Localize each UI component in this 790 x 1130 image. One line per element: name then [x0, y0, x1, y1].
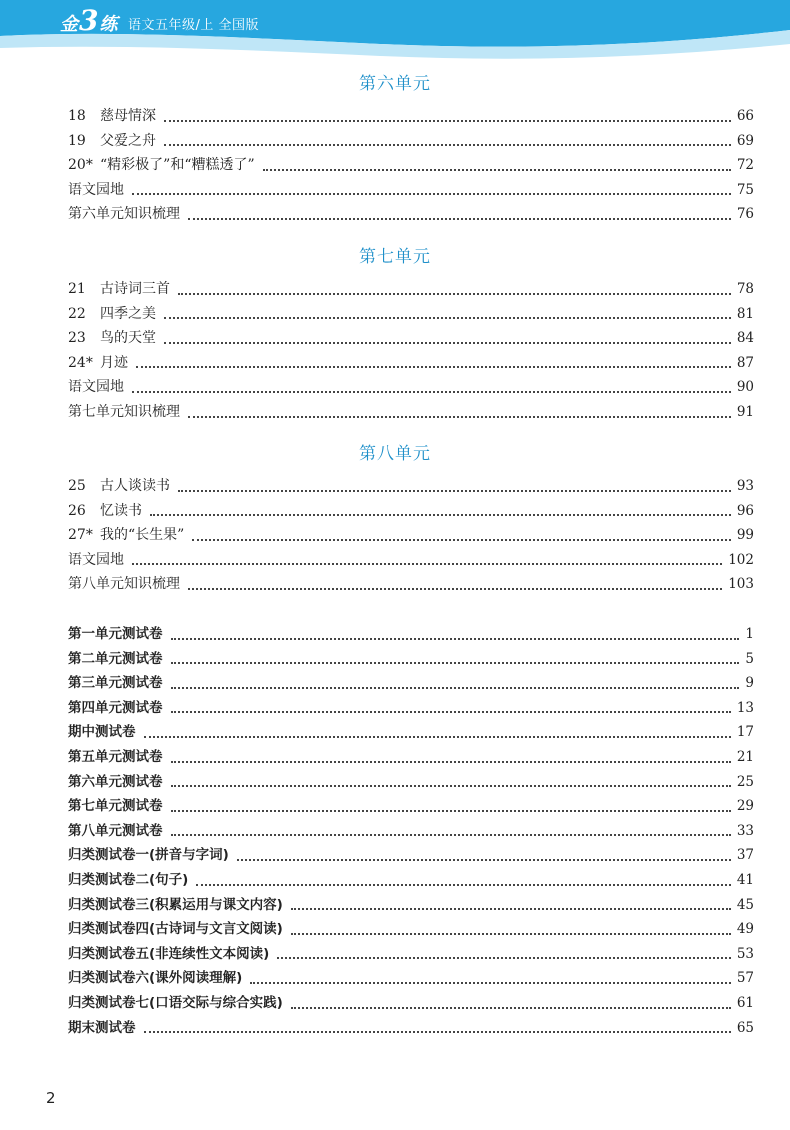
toc-entry[interactable] [68, 845, 754, 865]
toc-entry-title: 语文园地 [68, 379, 124, 396]
toc-entry-title: 古人谈读书 [100, 478, 170, 494]
header-wave-band [0, 0, 790, 62]
unit-heading: 第八单元 [359, 444, 431, 464]
toc-entry-title: 鸟的天堂 [100, 330, 156, 347]
dot-leader [171, 637, 740, 640]
toc-entry[interactable] [68, 649, 754, 669]
toc-entry[interactable] [68, 698, 754, 718]
toc-entry[interactable] [68, 180, 754, 200]
toc-entry-page: 61 [736, 995, 754, 1011]
toc-entry-title: 第八单元测试卷 [68, 822, 163, 839]
toc-entry-page: 5 [745, 650, 754, 667]
dot-leader [136, 365, 731, 368]
toc-entry[interactable] [68, 574, 754, 594]
toc-entry-page: 75 [736, 181, 754, 198]
toc-entry-title: 归类测试卷五(非连续性文本阅读) [68, 945, 270, 962]
toc-entry-page: 87 [736, 354, 754, 371]
dot-leader [277, 956, 730, 959]
brand-logo-number: 3 [79, 4, 99, 37]
toc-entry[interactable] [68, 993, 754, 1013]
toc-entry-title: 第三单元测试卷 [68, 675, 163, 692]
toc-entry-number: 23 [68, 330, 86, 347]
toc-entry[interactable] [68, 501, 754, 521]
toc-entry-number: 27* [68, 527, 93, 544]
toc-entry[interactable] [68, 747, 754, 767]
toc-entry-title: 我的“长生果” [100, 527, 185, 544]
dot-leader [171, 686, 740, 689]
dot-leader [164, 143, 731, 146]
toc-entry-title: 第八单元知识梳理 [68, 576, 180, 593]
toc-entry-page: 33 [736, 822, 754, 839]
toc-entry-page: 84 [736, 330, 754, 347]
dot-leader [263, 168, 731, 171]
toc-entry-page: 9 [745, 675, 754, 692]
toc-entry[interactable] [68, 821, 754, 841]
toc-entry[interactable] [68, 796, 754, 816]
toc-entry[interactable] [68, 476, 754, 496]
toc-entry-title: 归类测试卷七(口语交际与综合实践) [68, 995, 283, 1011]
toc-entry-page: 25 [736, 773, 754, 790]
dot-leader [250, 981, 730, 984]
toc-entry-number: 22 [68, 305, 86, 322]
toc-entry[interactable] [68, 722, 754, 742]
toc-entry-page: 65 [736, 1019, 754, 1036]
dot-leader [291, 1006, 731, 1009]
toc-entry[interactable] [68, 304, 754, 324]
toc-entry-title: 慈母情深 [100, 108, 156, 124]
dot-leader [164, 341, 731, 344]
toc-entry-page: 29 [736, 798, 754, 815]
unit-heading: 第六单元 [359, 74, 431, 94]
toc-entry-page: 102 [728, 551, 754, 568]
brand-logo [60, 6, 117, 36]
toc-entry-number: 20* [68, 157, 93, 174]
dot-leader [150, 513, 731, 516]
toc-entry-title: 归类测试卷二(句子) [68, 872, 189, 888]
toc-entry-title: 第七单元测试卷 [68, 798, 163, 815]
toc-entry[interactable] [68, 772, 754, 792]
dot-leader [237, 858, 731, 861]
dot-leader [291, 907, 731, 910]
toc-entry-title: 第四单元测试卷 [68, 699, 163, 716]
toc-entry-page: 76 [736, 206, 754, 223]
dot-leader [171, 784, 731, 787]
toc-entry[interactable] [68, 279, 754, 299]
dot-leader [171, 833, 731, 836]
dot-leader [171, 760, 731, 763]
toc-entry[interactable] [68, 131, 754, 151]
dot-leader [132, 390, 731, 393]
toc-entry-page: 90 [736, 379, 754, 396]
dot-leader [171, 809, 731, 812]
toc-entry-page: 41 [736, 872, 754, 888]
toc-entry-page: 69 [736, 132, 754, 149]
toc-entry-page: 57 [736, 970, 754, 987]
toc-entry[interactable] [68, 550, 754, 570]
toc-entry-page: 99 [736, 527, 754, 544]
toc-entry[interactable] [68, 895, 754, 915]
toc-entry-title: 四季之美 [100, 305, 156, 322]
dot-leader [178, 489, 731, 492]
dot-leader [178, 292, 731, 295]
toc-entry-title: 第五单元测试卷 [68, 749, 163, 765]
toc-entry-title: 第二单元测试卷 [68, 650, 163, 667]
toc-entry[interactable] [68, 377, 754, 397]
dot-leader [132, 562, 722, 565]
toc-entry-number: 25 [68, 478, 86, 494]
toc-entry-page: 21 [736, 749, 754, 765]
page-header [0, 0, 790, 62]
toc-entry-number: 18 [68, 108, 86, 124]
toc-entry-page: 72 [736, 157, 754, 174]
toc-entry-title: 第七单元知识梳理 [68, 404, 180, 420]
toc-entry[interactable] [68, 328, 754, 348]
brand-logo-part: 金 [60, 14, 78, 35]
toc-entry-title: 期末测试卷 [68, 1019, 136, 1036]
toc-entry[interactable] [68, 402, 754, 422]
dot-leader [144, 1030, 731, 1033]
toc-entry[interactable] [68, 870, 754, 890]
toc-entry-title: 归类测试卷六(课外阅读理解) [68, 970, 243, 987]
toc-entry-title: 归类测试卷四(古诗词与文言文阅读) [68, 921, 283, 938]
toc-entry-title: 忆读书 [100, 502, 142, 519]
toc-entry-page: 37 [736, 847, 754, 864]
dot-leader [171, 710, 731, 713]
toc-entry-number: 24* [68, 354, 93, 371]
dot-leader [132, 192, 731, 195]
book-title: 语文五年级/上 全国版 [128, 18, 260, 33]
toc-entry[interactable] [68, 968, 754, 988]
toc-entry[interactable] [68, 106, 754, 126]
toc-entry-title: 第一单元测试卷 [68, 626, 163, 642]
toc-entry-page: 93 [736, 478, 754, 494]
dot-leader [291, 932, 731, 935]
toc-entry-title: 归类测试卷一(拼音与字词) [68, 847, 229, 864]
toc-entry-page: 17 [736, 724, 754, 741]
toc-entry-page: 53 [736, 945, 754, 962]
toc-entry-title: 第六单元知识梳理 [68, 206, 180, 223]
toc-entry-title: 父爱之舟 [100, 132, 156, 149]
unit-heading: 第七单元 [359, 247, 431, 267]
toc-entry-title: 月迹 [100, 354, 128, 371]
toc-entry-page: 103 [728, 576, 754, 593]
brand-logo-part: 练 [99, 14, 118, 35]
toc-entry-page: 49 [736, 921, 754, 938]
toc-entry[interactable] [68, 919, 754, 939]
toc-entry-page: 91 [736, 404, 754, 420]
page-number: 2 [46, 1089, 56, 1107]
dot-leader [171, 661, 740, 664]
toc-entry[interactable] [68, 944, 754, 964]
toc-entry-page: 45 [736, 896, 754, 913]
toc-entry-page: 78 [736, 281, 754, 297]
toc-entry[interactable] [68, 525, 754, 545]
dot-leader [196, 883, 730, 886]
toc-entry-title: 语文园地 [68, 551, 124, 568]
toc-entry-number: 21 [68, 281, 86, 297]
toc-entry[interactable] [68, 1018, 754, 1038]
dot-leader [188, 587, 722, 590]
toc-entry[interactable] [68, 353, 754, 373]
toc-entry-page: 66 [736, 108, 754, 124]
toc-entry-title: 语文园地 [68, 181, 124, 198]
toc-entry[interactable] [68, 155, 754, 175]
toc-entry-page: 96 [736, 502, 754, 519]
toc-entry[interactable] [68, 673, 754, 693]
dot-leader [188, 415, 731, 418]
dot-leader [164, 316, 731, 319]
dot-leader [164, 119, 731, 122]
toc-entry-title: 归类测试卷三(积累运用与课文内容) [68, 896, 283, 913]
dot-leader [188, 217, 731, 220]
toc-entry-title: 期中测试卷 [68, 724, 136, 741]
toc-entry-page: 13 [736, 699, 754, 716]
dot-leader [192, 538, 730, 541]
toc-entry-title: 古诗词三首 [100, 281, 170, 297]
toc-entry-page: 1 [745, 626, 754, 642]
dot-leader [144, 735, 731, 738]
toc-entry-page: 81 [736, 305, 754, 322]
toc-entry-title: 第六单元测试卷 [68, 773, 163, 790]
toc-entry-title: “精彩极了”和“糟糕透了” [100, 157, 255, 174]
toc-entry-number: 26 [68, 502, 86, 519]
toc-entry[interactable] [68, 204, 754, 224]
toc-entry-number: 19 [68, 132, 86, 149]
toc-entry[interactable] [68, 624, 754, 644]
